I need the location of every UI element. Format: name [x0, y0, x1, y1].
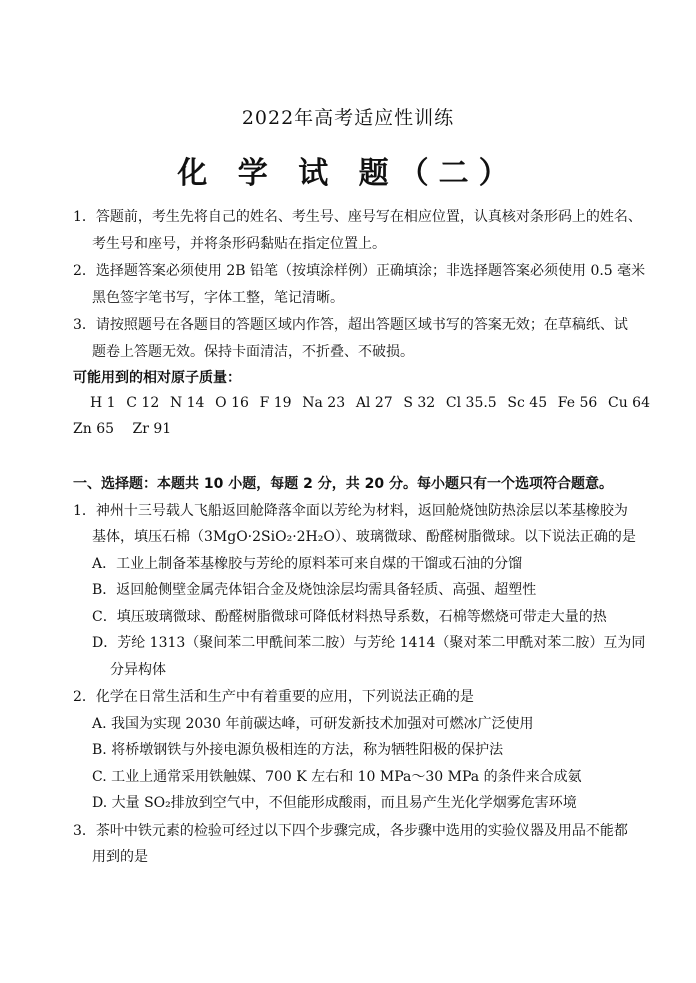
atomic-mass: Fe 56 — [557, 395, 598, 411]
instruction-3-line-1: 3．请按照题号在各题目的答题区域内作答，超出答题区域书写的答案无效；在草稿纸、试 — [73, 317, 628, 333]
atomic-mass: Cu 64 — [607, 395, 650, 411]
atomic-mass: S 32 — [403, 395, 436, 411]
question-1-option-a: A．工业上制备苯基橡胶与芳纶的原料苯可来自煤的干馏或石油的分馏 — [92, 556, 523, 572]
atomic-mass: O 16 — [215, 395, 249, 411]
atomic-mass-row-2 — [73, 421, 185, 437]
atomic-mass: C 12 — [126, 395, 160, 411]
question-1-stem-line-1: 1．神州十三号载人飞船返回舱降落伞面以芳纶为材料，返回舱烧蚀防热涂层以苯基橡胶为 — [73, 503, 628, 519]
question-2-option-b: B. 将桥墩钢铁与外接电源负极相连的方法，称为牺牲阳极的保护法 — [92, 742, 504, 758]
instruction-3-line-2: 题卷上答题无效。保持卡面清洁，不折叠、不破损。 — [92, 344, 414, 360]
section-1-heading: 一、选择题：本题共 10 小题，每题 2 分，共 20 分。每小题只有一个选项符合题意。 — [73, 476, 613, 492]
instruction-1-line-1: 1．答题前，考生先将自己的姓名、考生号、座号写在相应位置，认真核对条形码上的姓名、 — [73, 209, 642, 225]
exam-subtitle: 2022年高考适应性训练 — [241, 107, 455, 129]
question-3-stem-line-1: 3．茶叶中铁元素的检验可经过以下四个步骤完成，各步骤中选用的实验仪器及用品不能都 — [73, 823, 628, 839]
instruction-2-line-2: 黑色签字笔书写，字体工整，笔记清晰。 — [92, 290, 344, 306]
atomic-mass: Cl 35.5 — [445, 395, 497, 411]
atomic-mass: Al 27 — [355, 395, 393, 411]
question-1-option-c: C．填压玻璃微球、酚醛树脂微球可降低材料热导系数，石棉等燃烧可带走大量的热 — [92, 609, 607, 625]
atomic-mass: Zr 91 — [132, 421, 172, 437]
exam-title: 化 学 试 题（二） — [177, 156, 519, 191]
atomic-mass-heading: 可能用到的相对原子质量： — [73, 370, 241, 386]
atomic-mass: H 1 — [90, 395, 116, 411]
question-2-option-d: D. 大量 SO₂排放到空气中，不但能形成酸雨，而且易产生光化学烟雾危害环境 — [92, 795, 577, 811]
atomic-mass: N 14 — [169, 395, 205, 411]
question-1-option-b: B．返回舱侧壁金属壳体铝合金及烧蚀涂层均需具备轻质、高强、超塑性 — [92, 582, 537, 598]
instruction-2-line-1: 2．选择题答案必须使用 2B 铅笔（按填涂样例）正确填涂；非选择题答案必须使用 0.5 毫米 — [73, 263, 646, 279]
atomic-mass-row-1 — [90, 395, 650, 411]
question-2-option-a: A. 我国为实现 2030 年前碳达峰，可研发新技术加强对可燃冰广泛使用 — [92, 716, 534, 732]
question-2-option-c: C. 工业上通常采用铁触媒、700 K 左右和 10 MPa～30 MPa 的条件来合成氨 — [92, 769, 582, 785]
question-1-stem-line-2: 基体，填压石棉（3MgO·2SiO₂·2H₂O）、玻璃微球、酚醛树脂微球。以下说法正确的是 — [92, 529, 636, 545]
atomic-mass: Na 23 — [302, 395, 346, 411]
question-1-option-d-line-2: 分异构体 — [110, 662, 166, 678]
instruction-1-line-2: 考生号和座号，并将条形码黏贴在指定位置上。 — [92, 236, 386, 252]
atomic-mass: F 19 — [259, 395, 292, 411]
question-2-stem: 2．化学在日常生活和生产中有着重要的应用，下列说法正确的是 — [73, 689, 474, 705]
atomic-mass: Sc 45 — [507, 395, 548, 411]
question-1-option-d-line-1: D．芳纶 1313（聚间苯二甲酰间苯二胺）与芳纶 1414（聚对苯二甲酰对苯二胺）互为同 — [92, 635, 646, 651]
atomic-mass: Zn 65 — [73, 421, 115, 437]
question-3-stem-line-2: 用到的是 — [92, 849, 148, 865]
